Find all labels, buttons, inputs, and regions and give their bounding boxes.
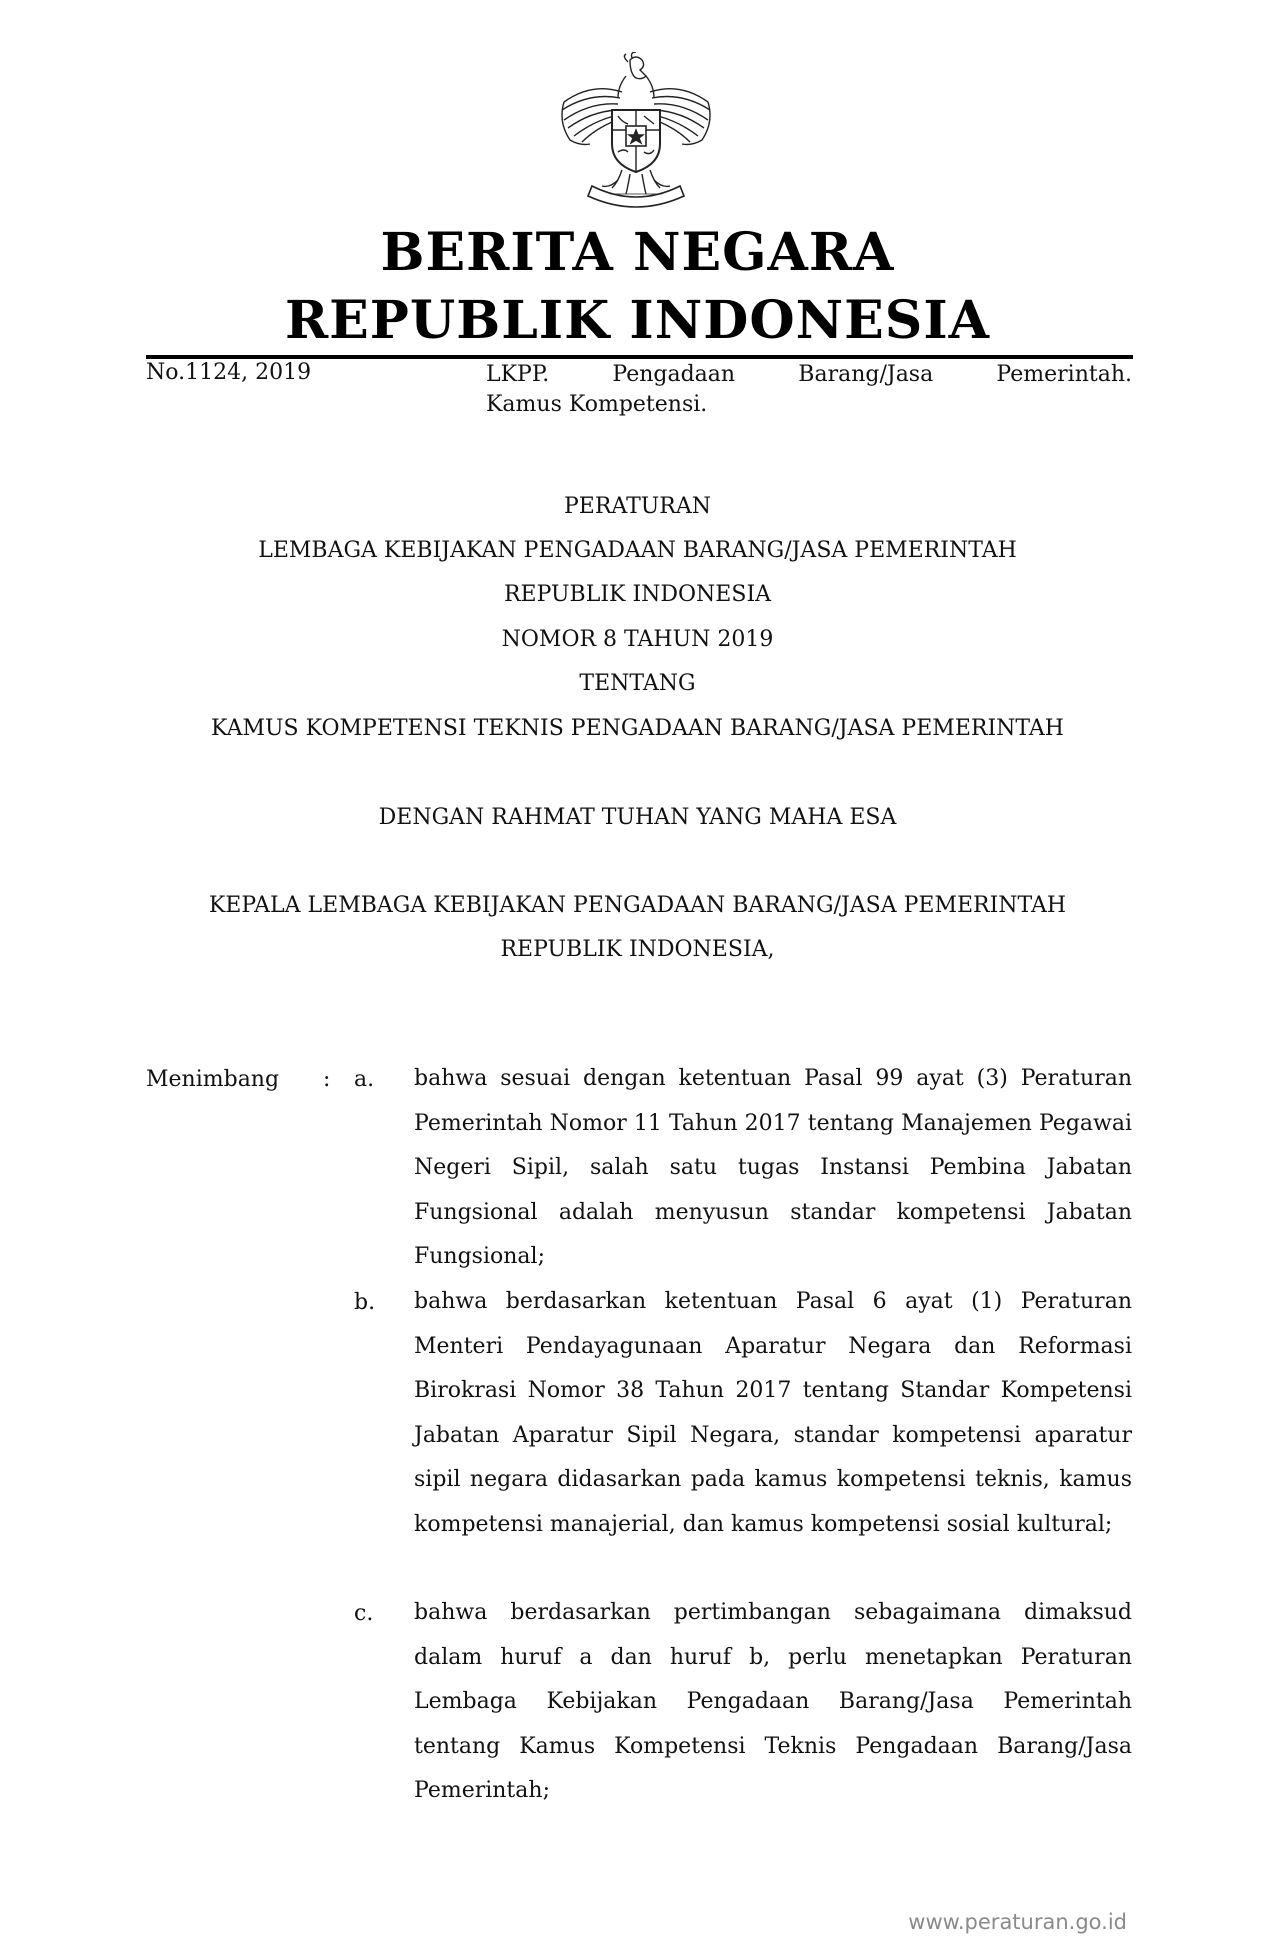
gazette-subject [486,360,1132,420]
regulation-number: NOMOR 8 TAHUN 2019 [501,627,774,652]
regulation-about: TENTANG [579,671,696,696]
issuer-line2: REPUBLIK INDONESIA, [500,937,775,962]
issuer-line1: KEPALA LEMBAGA KEBIJAKAN PENGADAAN BARANG/JASA PEMERINTAH [208,893,1067,918]
invocation: DENGAN RAHMAT TUHAN YANG MAHA ESA [378,805,897,830]
gazette-number: No.1124, 2019 [146,360,312,385]
regulation-type: PERATURAN [563,494,712,519]
considering-item-text: bahwa sesuai dengan ketentuan Pasal 99 ayat (3) Peraturan Pemerintah Nomor 11 Tahun 2017 tentang Manajemen Pegawai Negeri Sipil, salah satu tugas Instansi Pembina Jabatan Fungsional adalah menyusun standar kompetensi Jabatan Fungsional; [414,1066,1132,1270]
regulation-title: KAMUS KOMPETENSI TEKNIS PENGADAAN BARANG/JASA PEMERINTAH [211,716,1064,741]
considering-item-letter: c. [354,1601,374,1626]
garuda-icon [552,52,720,212]
considering-item-text: bahwa berdasarkan pertimbangan sebagaimana dimaksud dalam huruf a dan huruf b, perlu menetapkan Peraturan Lembaga Kebijakan Pengadaan Barang/Jasa Pemerintah tentang Kamus Kompetensi Teknis Pengadaan Barang/Jasa Pemerintah; [414,1600,1132,1804]
header-divider [146,355,1133,359]
gazette-subject-line2: Kamus Kompetensi. [486,392,708,417]
source-url[interactable]: www.peraturan.go.id [908,1910,1127,1934]
considering-item-letter: b. [354,1290,376,1315]
garuda-emblem [552,52,720,212]
gazette-title-line1: BERITA NEGARA [380,222,895,283]
considering-item-text: bahwa berdasarkan ketentuan Pasal 6 ayat (1) Peraturan Menteri Pendayagunaan Aparatur Negara dan Reformasi Birokrasi Nomor 38 Tahun 2017 tentang Standar Kompetensi Jabatan Aparatur Sipil Negara, standar kompetensi aparatur sipil negara didasarkan pada kamus kompetensi teknis, kamus kompetensi manajerial, dan kamus kompetensi sosial kultural; [414,1289,1132,1537]
considering-colon: : [323,1067,331,1092]
considering-label: Menimbang [146,1067,280,1092]
regulation-country: REPUBLIK INDONESIA [503,582,772,607]
regulation-institution: LEMBAGA KEBIJAKAN PENGADAAN BARANG/JASA PEMERINTAH [258,538,1017,563]
gazette-title-line2: REPUBLIK INDONESIA [284,290,991,351]
considering-item-letter: a. [354,1067,375,1092]
gazette-subject-line1: LKPP. Pengadaan Barang/Jasa Pemerintah. [486,362,1132,387]
